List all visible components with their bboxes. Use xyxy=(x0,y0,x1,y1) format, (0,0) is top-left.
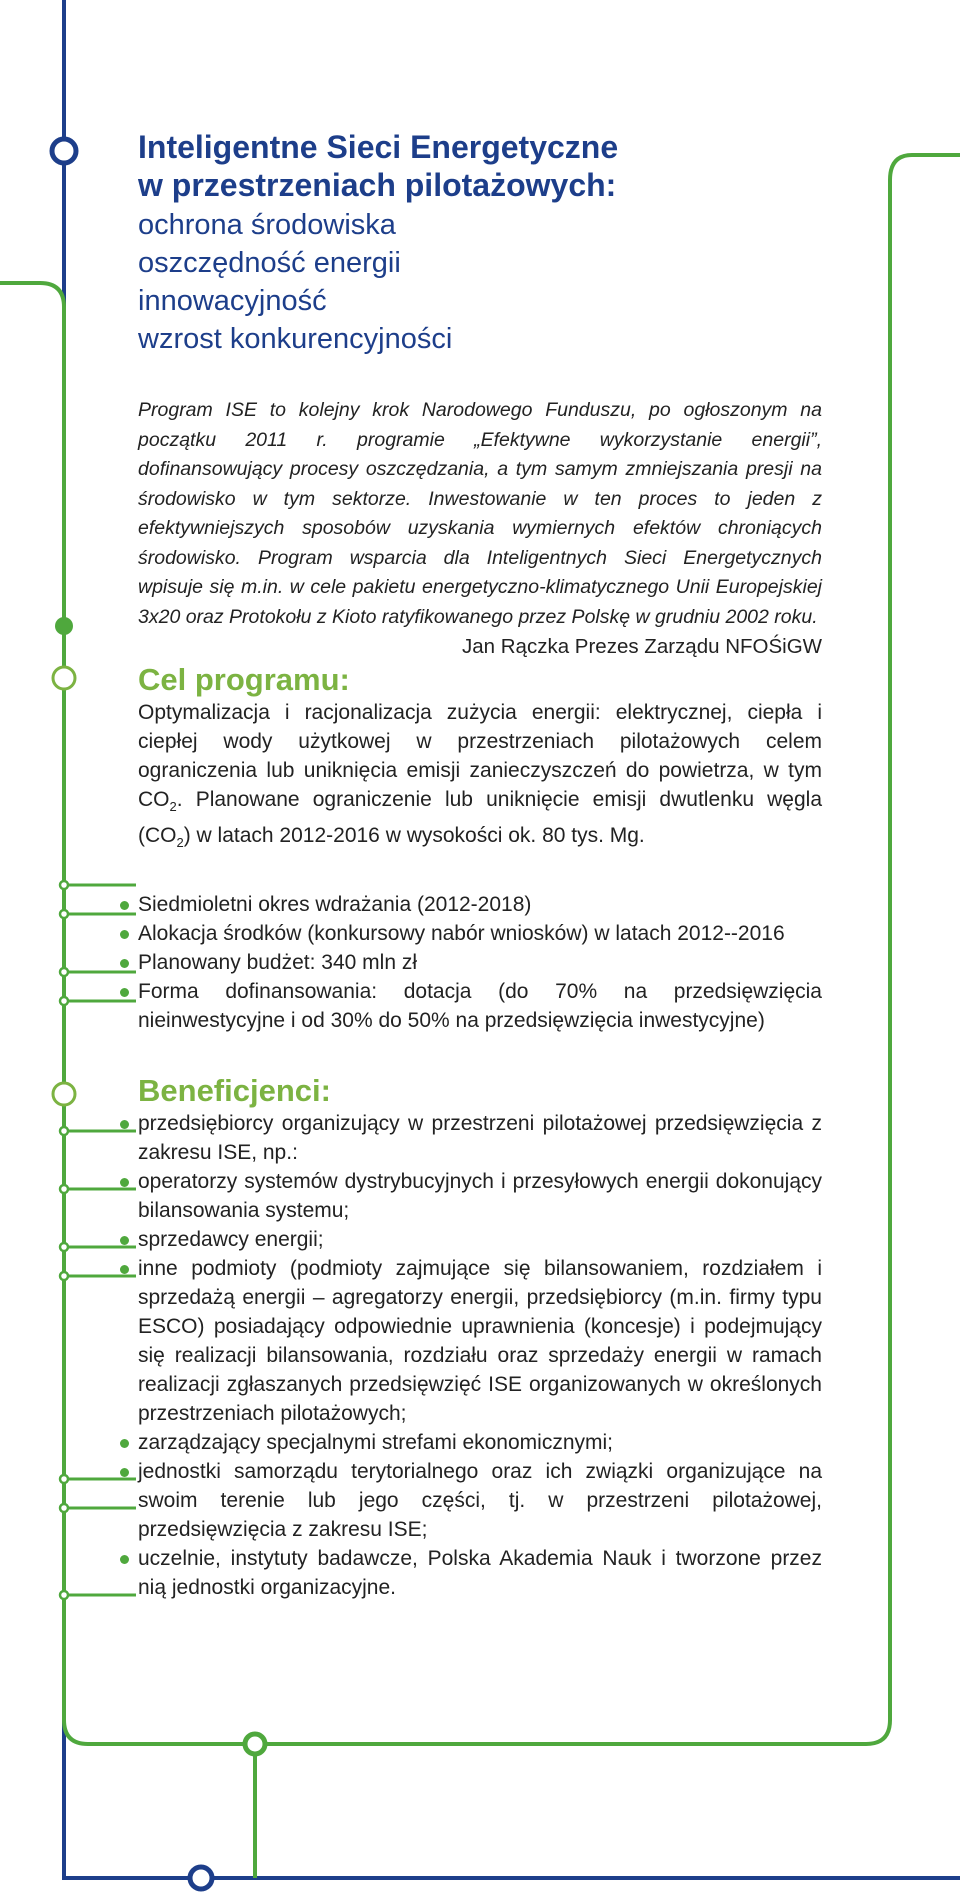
co2-subscript: 2 xyxy=(169,799,177,815)
co2-subscript: 2 xyxy=(176,835,184,851)
list-item: inne podmioty (podmioty zajmujące się bilansowaniem, rozdziałem i sprzedażą energii – agregatorzy energii, przedsiębiorcy (m.in. firmy typu ESCO) posiadający odpowiednie uprawnienia (koncesje) i podejmujący się realizacji bilansowania, rozdziału oraz sprzedaży energii w ramach realizacji zgłaszanych przedsięwzięć ISE organizowanych w określonych przestrzeniach pilotażowych; xyxy=(138,1254,822,1428)
list-item: sprzedawcy energii; xyxy=(138,1225,822,1254)
facts-list xyxy=(138,890,822,1035)
list-item: Siedmioletni okres wdrażania (2012-2018) xyxy=(138,890,822,919)
subtitle: wzrost konkurencyjności xyxy=(138,323,453,355)
list-item: przedsiębiorcy organizujący w przestrzeni pilotażowej przedsięwzięcia z zakresu ISE, np.: xyxy=(138,1109,822,1167)
goal-text-part: . Planowane ograniczenie lub uniknięcie emisji dwutlenku węgla (CO xyxy=(138,788,822,848)
title-line-1: Inteligentne Sieci Energetyczne xyxy=(138,129,619,165)
subtitle: innowacyjność xyxy=(138,285,327,317)
list-item: uczelnie, instytuty badawcze, Polska Akademia Nauk i tworzone przez nią jednostki organizacyjne. xyxy=(138,1544,822,1602)
subtitle: oszczędność energii xyxy=(138,247,401,279)
list-item: Alokacja środków (konkursowy nabór wniosków) w latach 2012--2016 xyxy=(138,919,822,948)
subtitle-list xyxy=(138,206,822,358)
beneficiaries-list xyxy=(138,1109,822,1602)
goal-text-part: ) w latach 2012-2016 w wysokości ok. 80 tys. Mg. xyxy=(183,824,645,848)
intro-paragraph: Program ISE to kolejny krok Narodowego Funduszu, po ogłoszonym na początku 2011 r. programie „Efektywne wykorzystanie energii”, dofinansowujący procesy oszczędzania, a tym samym zmniejszania presji na środowisko w tym sektorze. Inwestowanie w ten proces to jeden z efektywniejszych sposobów uzyskania wymiernych efektów chroniących środowisko. Program wsparcia dla Inteligentnych Sieci Energetycznych wpisuje się m.in. w cele pakietu energetyczno-klimatycznego Unii Europejskiej 3x20 oraz Protokołu z Kioto ratyfikowanego przez Polskę w grudniu 2002 roku. xyxy=(138,399,822,628)
content xyxy=(138,128,822,1602)
list-item: jednostki samorządu terytorialnego oraz ich związki organizujące na swoim terenie lub jego części, tj. w przestrzeni pilotażowej, przedsięwzięcia z zakresu ISE; xyxy=(138,1457,822,1544)
list-item: zarządzający specjalnymi strefami ekonomicznymi; xyxy=(138,1428,822,1457)
page-title xyxy=(138,128,822,204)
list-item: Planowany budżet: 340 mln zł xyxy=(138,948,822,977)
subtitle: ochrona środowiska xyxy=(138,209,396,241)
goal-text xyxy=(138,698,822,857)
list-item: Forma dofinansowania: dotacja (do 70% na przedsięwzięcia nieinwestycyjne i od 30% do 50% na przedsięwzięcia inwestycyjne) xyxy=(138,977,822,1035)
signature: Jan Rączka Prezes Zarządu NFOŚiGW xyxy=(462,635,822,658)
goal-heading: Cel programu: xyxy=(138,662,350,697)
beneficiaries-heading: Beneficjenci: xyxy=(138,1073,331,1109)
list-item: operatorzy systemów dystrybucyjnych i przesyłowych energii dokonujący bilansowania systemu; xyxy=(138,1167,822,1225)
title-line-2: w przestrzeniach pilotażowych: xyxy=(138,167,617,203)
goal-text-part: Optymalizacja i racjonalizacja zużycia energii: elektrycznej, ciepła i ciepłej wody użytkowej w przestrzeniach pilotażowych celem ograniczenia lub uniknięcia emisji zanieczyszczeń do powietrza, w tym CO xyxy=(138,701,822,811)
